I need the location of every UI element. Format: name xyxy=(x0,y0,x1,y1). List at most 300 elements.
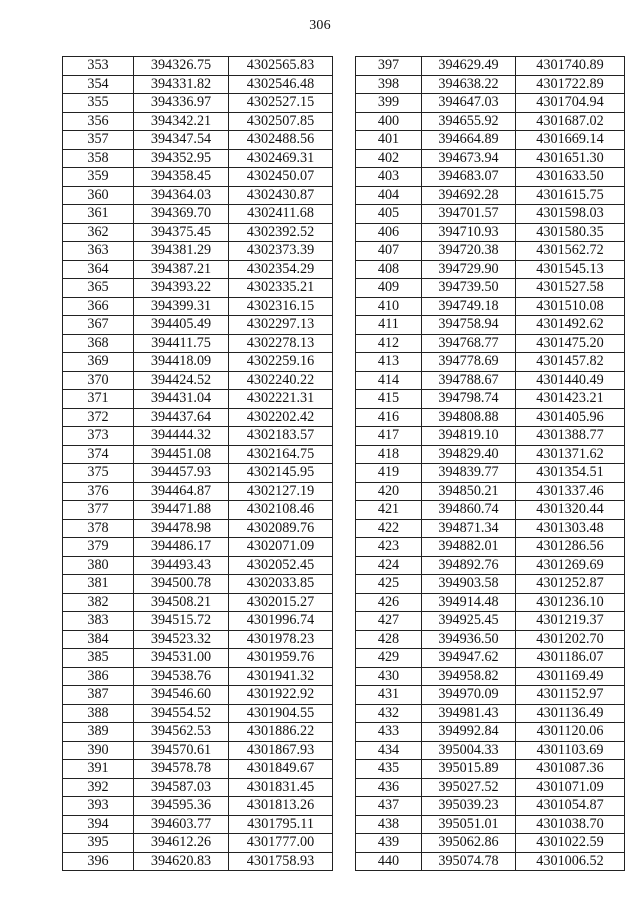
x-coordinate-cell: 395062.86 xyxy=(422,834,516,853)
point-number-cell: 423 xyxy=(356,538,422,557)
point-number-cell: 409 xyxy=(356,279,422,298)
x-coordinate-cell: 394358.45 xyxy=(134,168,229,187)
x-coordinate-cell: 394508.21 xyxy=(134,593,229,612)
point-number-cell: 438 xyxy=(356,815,422,834)
point-number-cell: 415 xyxy=(356,390,422,409)
y-coordinate-cell: 4302392.52 xyxy=(229,223,333,242)
y-coordinate-cell: 4302354.29 xyxy=(229,260,333,279)
point-number-cell: 439 xyxy=(356,834,422,853)
table-row xyxy=(356,168,625,187)
x-coordinate-cell: 394493.43 xyxy=(134,556,229,575)
x-coordinate-cell: 394612.26 xyxy=(134,834,229,853)
table-row xyxy=(356,223,625,242)
y-coordinate-cell: 4301545.13 xyxy=(516,260,625,279)
y-coordinate-cell: 4301457.82 xyxy=(516,353,625,372)
y-coordinate-cell: 4302565.83 xyxy=(229,57,333,76)
x-coordinate-cell: 394729.90 xyxy=(422,260,516,279)
x-coordinate-cell: 394554.52 xyxy=(134,704,229,723)
table-row xyxy=(356,704,625,723)
point-number-cell: 399 xyxy=(356,94,422,113)
point-number-cell: 413 xyxy=(356,353,422,372)
point-number-cell: 419 xyxy=(356,464,422,483)
table-row xyxy=(63,205,333,224)
y-coordinate-cell: 4302145.95 xyxy=(229,464,333,483)
table-row xyxy=(356,445,625,464)
y-coordinate-cell: 4302411.68 xyxy=(229,205,333,224)
point-number-cell: 392 xyxy=(63,778,134,797)
table-row xyxy=(63,131,333,150)
y-coordinate-cell: 4301867.93 xyxy=(229,741,333,760)
y-coordinate-cell: 4301269.69 xyxy=(516,556,625,575)
point-number-cell: 437 xyxy=(356,797,422,816)
point-number-cell: 364 xyxy=(63,260,134,279)
x-coordinate-cell: 394331.82 xyxy=(134,75,229,94)
point-number-cell: 430 xyxy=(356,667,422,686)
x-coordinate-cell: 394538.76 xyxy=(134,667,229,686)
table-row xyxy=(63,464,333,483)
x-coordinate-cell: 394352.95 xyxy=(134,149,229,168)
table-row xyxy=(356,131,625,150)
y-coordinate-cell: 4301849.67 xyxy=(229,760,333,779)
x-coordinate-cell: 394655.92 xyxy=(422,112,516,131)
table-row xyxy=(63,57,333,76)
table-row xyxy=(63,797,333,816)
y-coordinate-cell: 4301423.21 xyxy=(516,390,625,409)
x-coordinate-cell: 394457.93 xyxy=(134,464,229,483)
point-number-cell: 402 xyxy=(356,149,422,168)
y-coordinate-cell: 4302297.13 xyxy=(229,316,333,335)
x-coordinate-cell: 394347.54 xyxy=(134,131,229,150)
point-number-cell: 363 xyxy=(63,242,134,261)
point-number-cell: 428 xyxy=(356,630,422,649)
x-coordinate-cell: 394437.64 xyxy=(134,408,229,427)
table-row xyxy=(63,538,333,557)
table-row xyxy=(63,408,333,427)
table-row xyxy=(356,797,625,816)
x-coordinate-cell: 394326.75 xyxy=(134,57,229,76)
y-coordinate-cell: 4302488.56 xyxy=(229,131,333,150)
y-coordinate-cell: 4301006.52 xyxy=(516,852,625,871)
y-coordinate-cell: 4301054.87 xyxy=(516,797,625,816)
table-row xyxy=(63,390,333,409)
y-coordinate-cell: 4302052.45 xyxy=(229,556,333,575)
x-coordinate-cell: 394808.88 xyxy=(422,408,516,427)
y-coordinate-cell: 4301202.70 xyxy=(516,630,625,649)
y-coordinate-cell: 4302373.39 xyxy=(229,242,333,261)
y-coordinate-cell: 4302469.31 xyxy=(229,149,333,168)
table-row xyxy=(63,630,333,649)
table-row xyxy=(63,834,333,853)
y-coordinate-cell: 4301722.89 xyxy=(516,75,625,94)
y-coordinate-cell: 4302546.48 xyxy=(229,75,333,94)
table-row xyxy=(356,667,625,686)
x-coordinate-cell: 394387.21 xyxy=(134,260,229,279)
point-number-cell: 429 xyxy=(356,649,422,668)
table-row xyxy=(356,519,625,538)
table-row xyxy=(356,279,625,298)
point-number-cell: 353 xyxy=(63,57,134,76)
y-coordinate-cell: 4301886.22 xyxy=(229,723,333,742)
y-coordinate-cell: 4302015.27 xyxy=(229,593,333,612)
point-number-cell: 391 xyxy=(63,760,134,779)
y-coordinate-cell: 4301103.69 xyxy=(516,741,625,760)
x-coordinate-cell: 394958.82 xyxy=(422,667,516,686)
point-number-cell: 407 xyxy=(356,242,422,261)
x-coordinate-cell: 394798.74 xyxy=(422,390,516,409)
point-number-cell: 417 xyxy=(356,427,422,446)
point-number-cell: 371 xyxy=(63,390,134,409)
point-number-cell: 376 xyxy=(63,482,134,501)
table-row xyxy=(63,649,333,668)
x-coordinate-cell: 394478.98 xyxy=(134,519,229,538)
table-row xyxy=(63,667,333,686)
table-row xyxy=(63,94,333,113)
x-coordinate-cell: 394819.10 xyxy=(422,427,516,446)
point-number-cell: 440 xyxy=(356,852,422,871)
point-number-cell: 388 xyxy=(63,704,134,723)
y-coordinate-cell: 4301633.50 xyxy=(516,168,625,187)
point-number-cell: 387 xyxy=(63,686,134,705)
x-coordinate-cell: 394749.18 xyxy=(422,297,516,316)
x-coordinate-cell: 395051.01 xyxy=(422,815,516,834)
point-number-cell: 359 xyxy=(63,168,134,187)
point-number-cell: 378 xyxy=(63,519,134,538)
x-coordinate-cell: 394515.72 xyxy=(134,612,229,631)
table-row xyxy=(356,260,625,279)
y-coordinate-cell: 4301186.07 xyxy=(516,649,625,668)
y-coordinate-cell: 4302071.09 xyxy=(229,538,333,557)
coordinates-table-right xyxy=(355,56,625,871)
y-coordinate-cell: 4302259.16 xyxy=(229,353,333,372)
y-coordinate-cell: 4301904.55 xyxy=(229,704,333,723)
y-coordinate-cell: 4301236.10 xyxy=(516,593,625,612)
x-coordinate-cell: 395074.78 xyxy=(422,852,516,871)
x-coordinate-cell: 394638.22 xyxy=(422,75,516,94)
table-row xyxy=(63,501,333,520)
x-coordinate-cell: 394375.45 xyxy=(134,223,229,242)
x-coordinate-cell: 395004.33 xyxy=(422,741,516,760)
y-coordinate-cell: 4301978.23 xyxy=(229,630,333,649)
y-coordinate-cell: 4301795.11 xyxy=(229,815,333,834)
point-number-cell: 436 xyxy=(356,778,422,797)
x-coordinate-cell: 394451.08 xyxy=(134,445,229,464)
x-coordinate-cell: 394683.07 xyxy=(422,168,516,187)
x-coordinate-cell: 394629.49 xyxy=(422,57,516,76)
point-number-cell: 369 xyxy=(63,353,134,372)
table-row xyxy=(356,408,625,427)
y-coordinate-cell: 4301831.45 xyxy=(229,778,333,797)
point-number-cell: 405 xyxy=(356,205,422,224)
table-row xyxy=(63,593,333,612)
x-coordinate-cell: 394500.78 xyxy=(134,575,229,594)
point-number-cell: 357 xyxy=(63,131,134,150)
y-coordinate-cell: 4301038.70 xyxy=(516,815,625,834)
point-number-cell: 394 xyxy=(63,815,134,834)
table-row xyxy=(356,593,625,612)
point-number-cell: 422 xyxy=(356,519,422,538)
y-coordinate-cell: 4301440.49 xyxy=(516,371,625,390)
x-coordinate-cell: 394603.77 xyxy=(134,815,229,834)
x-coordinate-cell: 394692.28 xyxy=(422,186,516,205)
table-row xyxy=(63,852,333,871)
x-coordinate-cell: 394981.43 xyxy=(422,704,516,723)
table-row xyxy=(63,482,333,501)
y-coordinate-cell: 4301252.87 xyxy=(516,575,625,594)
table-row xyxy=(63,260,333,279)
x-coordinate-cell: 394486.17 xyxy=(134,538,229,557)
point-number-cell: 372 xyxy=(63,408,134,427)
table-row xyxy=(356,538,625,557)
y-coordinate-cell: 4302430.87 xyxy=(229,186,333,205)
point-number-cell: 400 xyxy=(356,112,422,131)
point-number-cell: 406 xyxy=(356,223,422,242)
table-row xyxy=(63,760,333,779)
x-coordinate-cell: 394829.40 xyxy=(422,445,516,464)
point-number-cell: 393 xyxy=(63,797,134,816)
table-row xyxy=(63,297,333,316)
table-row xyxy=(63,427,333,446)
y-coordinate-cell: 4301651.30 xyxy=(516,149,625,168)
table-row xyxy=(356,612,625,631)
x-coordinate-cell: 394399.31 xyxy=(134,297,229,316)
table-row xyxy=(356,741,625,760)
point-number-cell: 370 xyxy=(63,371,134,390)
table-row xyxy=(356,186,625,205)
x-coordinate-cell: 394914.48 xyxy=(422,593,516,612)
point-number-cell: 435 xyxy=(356,760,422,779)
table-row xyxy=(356,556,625,575)
table-row xyxy=(63,815,333,834)
table-row xyxy=(63,741,333,760)
y-coordinate-cell: 4302316.15 xyxy=(229,297,333,316)
point-number-cell: 362 xyxy=(63,223,134,242)
x-coordinate-cell: 394562.53 xyxy=(134,723,229,742)
table-row xyxy=(356,371,625,390)
table-row xyxy=(356,390,625,409)
table-row xyxy=(356,815,625,834)
y-coordinate-cell: 4302033.85 xyxy=(229,575,333,594)
y-coordinate-cell: 4301320.44 xyxy=(516,501,625,520)
x-coordinate-cell: 394342.21 xyxy=(134,112,229,131)
x-coordinate-cell: 394336.97 xyxy=(134,94,229,113)
point-number-cell: 427 xyxy=(356,612,422,631)
x-coordinate-cell: 394673.94 xyxy=(422,149,516,168)
y-coordinate-cell: 4302183.57 xyxy=(229,427,333,446)
table-row xyxy=(63,704,333,723)
y-coordinate-cell: 4302527.15 xyxy=(229,94,333,113)
table-row xyxy=(356,57,625,76)
page-number: 306 xyxy=(309,18,331,33)
table-row xyxy=(356,778,625,797)
y-coordinate-cell: 4302108.46 xyxy=(229,501,333,520)
table-row xyxy=(63,556,333,575)
x-coordinate-cell: 394758.94 xyxy=(422,316,516,335)
point-number-cell: 356 xyxy=(63,112,134,131)
point-number-cell: 396 xyxy=(63,852,134,871)
point-number-cell: 403 xyxy=(356,168,422,187)
point-number-cell: 410 xyxy=(356,297,422,316)
table-row xyxy=(356,760,625,779)
point-number-cell: 354 xyxy=(63,75,134,94)
table-row xyxy=(356,686,625,705)
point-number-cell: 397 xyxy=(356,57,422,76)
x-coordinate-cell: 394578.78 xyxy=(134,760,229,779)
point-number-cell: 418 xyxy=(356,445,422,464)
x-coordinate-cell: 394720.38 xyxy=(422,242,516,261)
y-coordinate-cell: 4301669.14 xyxy=(516,131,625,150)
point-number-cell: 408 xyxy=(356,260,422,279)
point-number-cell: 382 xyxy=(63,593,134,612)
x-coordinate-cell: 394393.22 xyxy=(134,279,229,298)
point-number-cell: 401 xyxy=(356,131,422,150)
point-number-cell: 375 xyxy=(63,464,134,483)
y-coordinate-cell: 4301527.58 xyxy=(516,279,625,298)
x-coordinate-cell: 394471.88 xyxy=(134,501,229,520)
point-number-cell: 367 xyxy=(63,316,134,335)
y-coordinate-cell: 4301286.56 xyxy=(516,538,625,557)
x-coordinate-cell: 394523.32 xyxy=(134,630,229,649)
point-number-cell: 432 xyxy=(356,704,422,723)
table-row xyxy=(356,834,625,853)
y-coordinate-cell: 4301510.08 xyxy=(516,297,625,316)
table-row xyxy=(356,94,625,113)
y-coordinate-cell: 4302127.19 xyxy=(229,482,333,501)
point-number-cell: 421 xyxy=(356,501,422,520)
y-coordinate-cell: 4301922.92 xyxy=(229,686,333,705)
y-coordinate-cell: 4301169.49 xyxy=(516,667,625,686)
point-number-cell: 433 xyxy=(356,723,422,742)
x-coordinate-cell: 394418.09 xyxy=(134,353,229,372)
x-coordinate-cell: 394546.60 xyxy=(134,686,229,705)
table-row xyxy=(356,427,625,446)
x-coordinate-cell: 394595.36 xyxy=(134,797,229,816)
x-coordinate-cell: 394947.62 xyxy=(422,649,516,668)
coordinates-table-left xyxy=(62,56,333,871)
x-coordinate-cell: 394710.93 xyxy=(422,223,516,242)
y-coordinate-cell: 4301598.03 xyxy=(516,205,625,224)
point-number-cell: 420 xyxy=(356,482,422,501)
y-coordinate-cell: 4301813.26 xyxy=(229,797,333,816)
x-coordinate-cell: 394664.89 xyxy=(422,131,516,150)
point-number-cell: 416 xyxy=(356,408,422,427)
x-coordinate-cell: 394647.03 xyxy=(422,94,516,113)
table-row xyxy=(356,334,625,353)
table-row xyxy=(356,75,625,94)
y-coordinate-cell: 4302450.07 xyxy=(229,168,333,187)
y-coordinate-cell: 4302221.31 xyxy=(229,390,333,409)
point-number-cell: 390 xyxy=(63,741,134,760)
y-coordinate-cell: 4302278.13 xyxy=(229,334,333,353)
x-coordinate-cell: 394970.09 xyxy=(422,686,516,705)
y-coordinate-cell: 4301740.89 xyxy=(516,57,625,76)
x-coordinate-cell: 394381.29 xyxy=(134,242,229,261)
x-coordinate-cell: 394587.03 xyxy=(134,778,229,797)
x-coordinate-cell: 394531.00 xyxy=(134,649,229,668)
y-coordinate-cell: 4301941.32 xyxy=(229,667,333,686)
table-row xyxy=(63,242,333,261)
y-coordinate-cell: 4302335.21 xyxy=(229,279,333,298)
point-number-cell: 358 xyxy=(63,149,134,168)
point-number-cell: 424 xyxy=(356,556,422,575)
y-coordinate-cell: 4301354.51 xyxy=(516,464,625,483)
x-coordinate-cell: 394620.83 xyxy=(134,852,229,871)
table-row xyxy=(356,316,625,335)
table-row xyxy=(356,464,625,483)
x-coordinate-cell: 394839.77 xyxy=(422,464,516,483)
y-coordinate-cell: 4301219.37 xyxy=(516,612,625,631)
point-number-cell: 389 xyxy=(63,723,134,742)
y-coordinate-cell: 4301996.74 xyxy=(229,612,333,631)
table-row xyxy=(356,353,625,372)
table-row xyxy=(63,186,333,205)
x-coordinate-cell: 395015.89 xyxy=(422,760,516,779)
x-coordinate-cell: 394778.69 xyxy=(422,353,516,372)
table-row xyxy=(63,149,333,168)
x-coordinate-cell: 394892.76 xyxy=(422,556,516,575)
y-coordinate-cell: 4301120.06 xyxy=(516,723,625,742)
y-coordinate-cell: 4301405.96 xyxy=(516,408,625,427)
y-coordinate-cell: 4301777.00 xyxy=(229,834,333,853)
x-coordinate-cell: 394925.45 xyxy=(422,612,516,631)
x-coordinate-cell: 394768.77 xyxy=(422,334,516,353)
point-number-cell: 360 xyxy=(63,186,134,205)
table-row xyxy=(63,334,333,353)
y-coordinate-cell: 4301087.36 xyxy=(516,760,625,779)
x-coordinate-cell: 394431.04 xyxy=(134,390,229,409)
point-number-cell: 368 xyxy=(63,334,134,353)
point-number-cell: 426 xyxy=(356,593,422,612)
y-coordinate-cell: 4301704.94 xyxy=(516,94,625,113)
y-coordinate-cell: 4301758.93 xyxy=(229,852,333,871)
y-coordinate-cell: 4301136.49 xyxy=(516,704,625,723)
table-row xyxy=(356,242,625,261)
y-coordinate-cell: 4301388.77 xyxy=(516,427,625,446)
y-coordinate-cell: 4302507.85 xyxy=(229,112,333,131)
table-row xyxy=(63,612,333,631)
table-row xyxy=(63,75,333,94)
point-number-cell: 404 xyxy=(356,186,422,205)
point-number-cell: 365 xyxy=(63,279,134,298)
x-coordinate-cell: 394936.50 xyxy=(422,630,516,649)
y-coordinate-cell: 4301492.62 xyxy=(516,316,625,335)
x-coordinate-cell: 394369.70 xyxy=(134,205,229,224)
point-number-cell: 434 xyxy=(356,741,422,760)
y-coordinate-cell: 4302164.75 xyxy=(229,445,333,464)
x-coordinate-cell: 394444.32 xyxy=(134,427,229,446)
x-coordinate-cell: 394405.49 xyxy=(134,316,229,335)
y-coordinate-cell: 4302089.76 xyxy=(229,519,333,538)
table-row xyxy=(356,482,625,501)
y-coordinate-cell: 4301580.35 xyxy=(516,223,625,242)
x-coordinate-cell: 394992.84 xyxy=(422,723,516,742)
table-row xyxy=(63,371,333,390)
y-coordinate-cell: 4301152.97 xyxy=(516,686,625,705)
table-row xyxy=(63,112,333,131)
table-row xyxy=(63,353,333,372)
table-row xyxy=(356,501,625,520)
y-coordinate-cell: 4301022.59 xyxy=(516,834,625,853)
x-coordinate-cell: 394411.75 xyxy=(134,334,229,353)
y-coordinate-cell: 4301475.20 xyxy=(516,334,625,353)
point-number-cell: 398 xyxy=(356,75,422,94)
y-coordinate-cell: 4301687.02 xyxy=(516,112,625,131)
point-number-cell: 355 xyxy=(63,94,134,113)
point-number-cell: 379 xyxy=(63,538,134,557)
y-coordinate-cell: 4301562.72 xyxy=(516,242,625,261)
table-row xyxy=(63,723,333,742)
y-coordinate-cell: 4302202.42 xyxy=(229,408,333,427)
x-coordinate-cell: 394871.34 xyxy=(422,519,516,538)
